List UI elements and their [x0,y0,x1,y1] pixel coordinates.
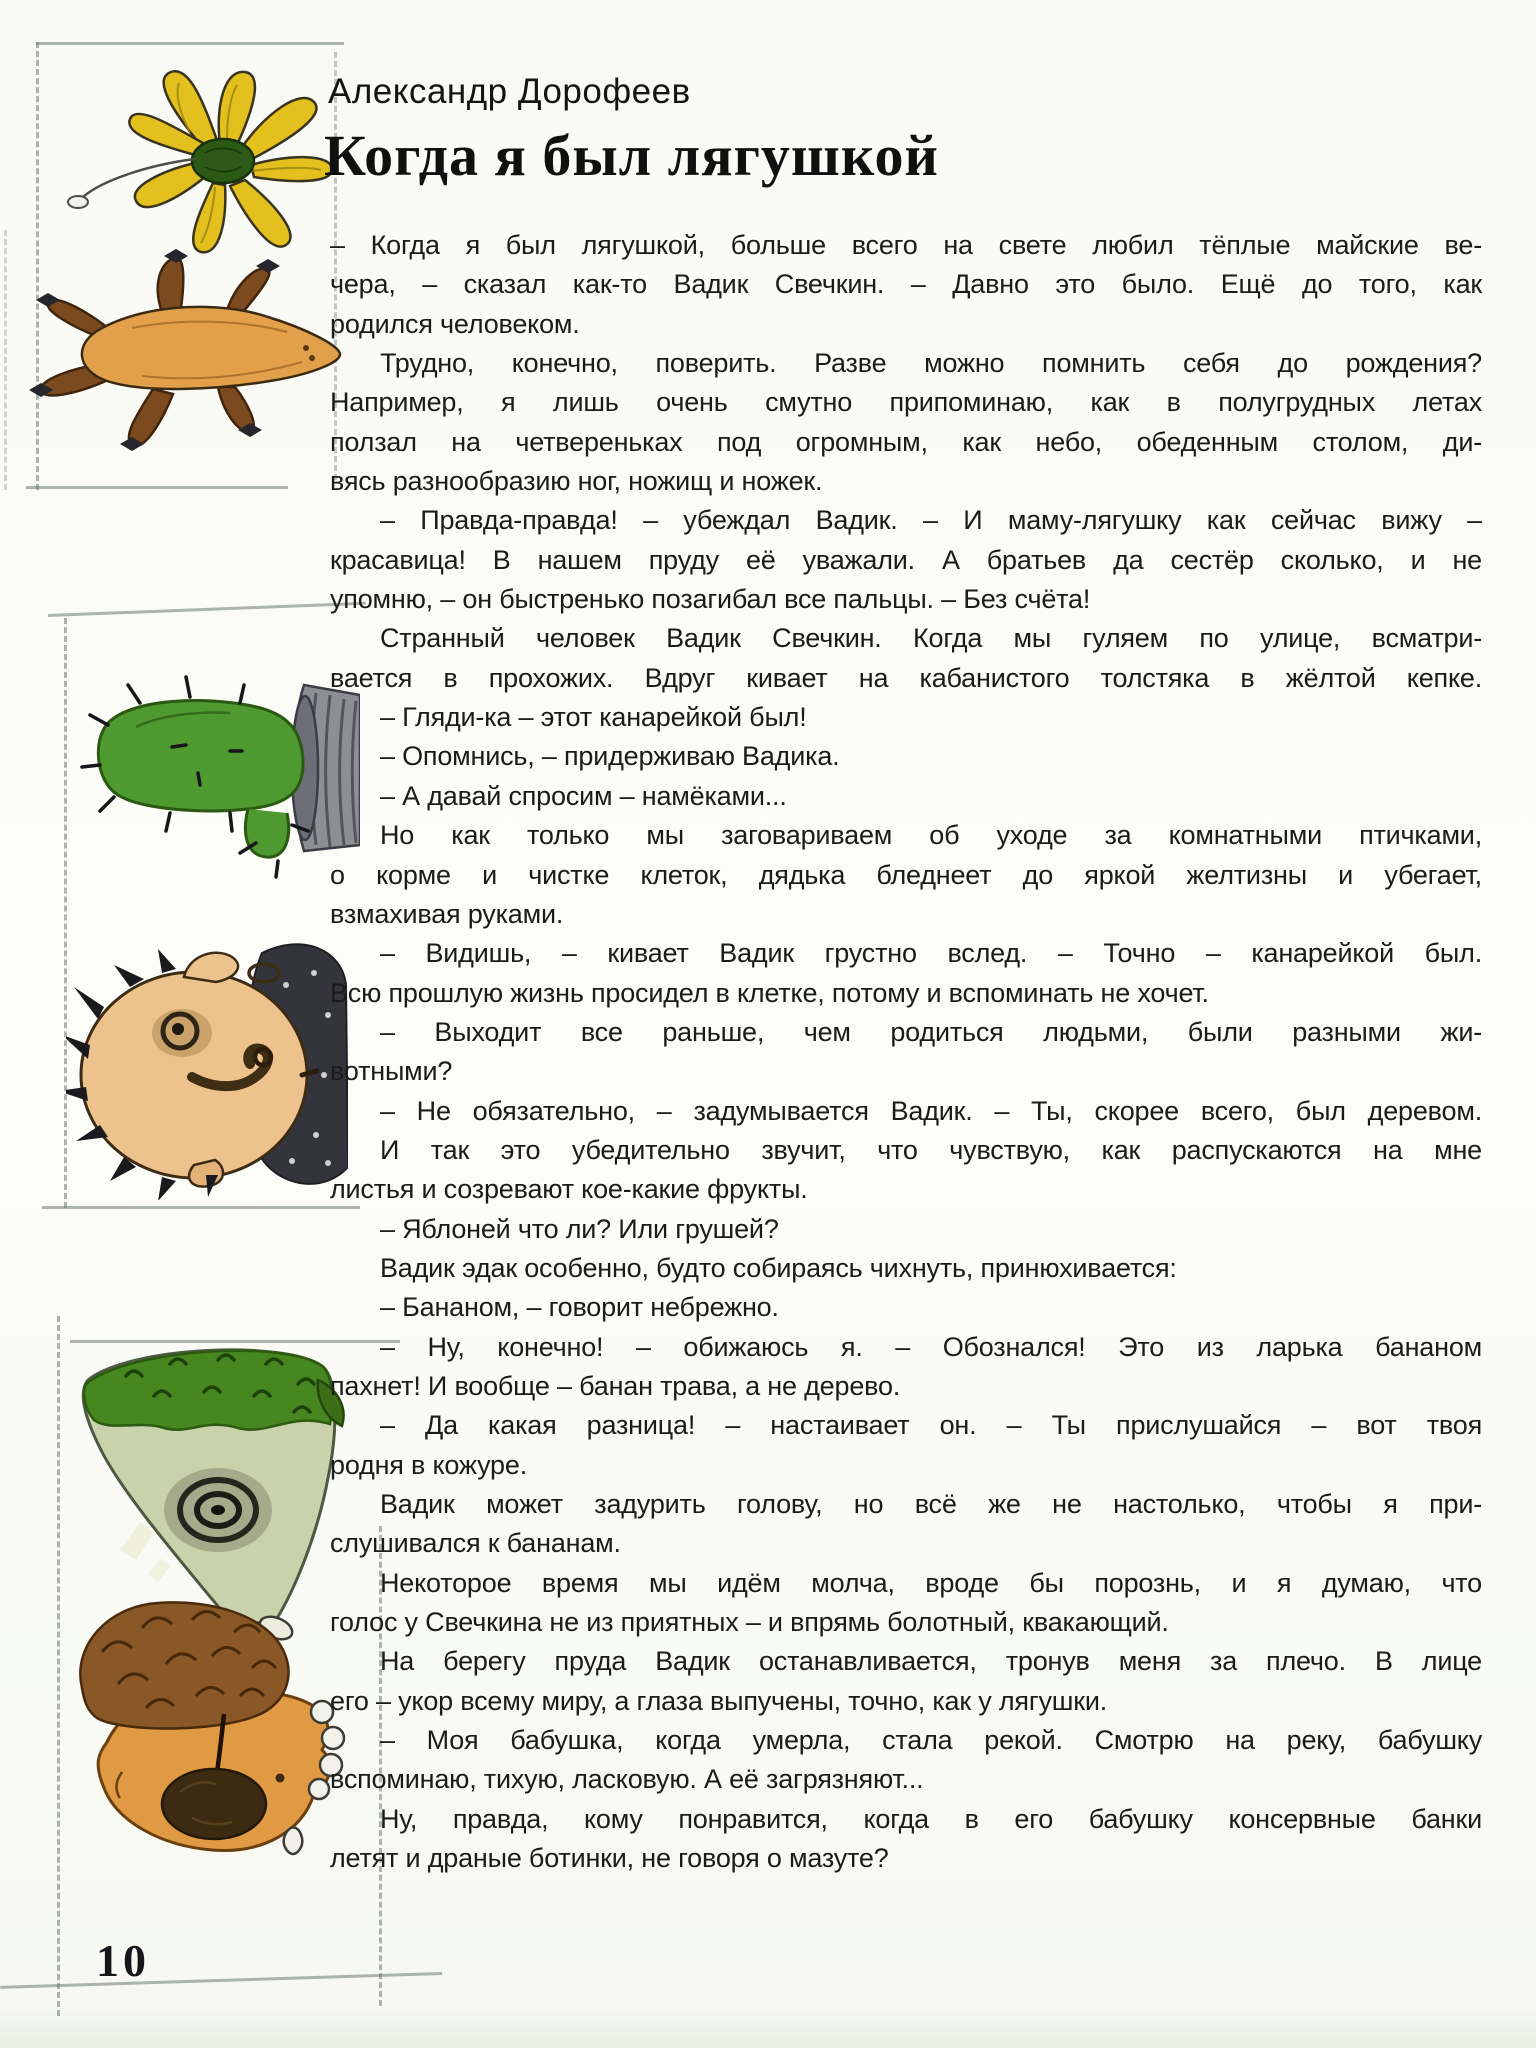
story-line: чера, – сказал как-то Вадик Свечкин. – Давно это было. Ещё до того, как [330,269,1482,300]
story-line: упомню, – он быстренько позагибал все пальцы. – Без счёта! [330,584,1091,615]
story-line: – Выходит все раньше, чем родиться людьми, были разными жи- [380,1016,1482,1047]
story-line: Трудно, конечно, поверить. Разве можно помнить себя до рождения? [380,348,1482,379]
story-line: слушивался к бананам. [330,1528,621,1559]
story-line: – Видишь, – кивает Вадик грустно вслед. – Точно – канарейкой был. [380,938,1482,969]
story-line: – Яблоней что ли? Или грушей? [380,1213,779,1244]
story-line: летят и драные ботинки, не говоря о мазуте? [330,1843,889,1874]
story-line: Вадик может задурить голову, но всё же не настолько, чтобы я при- [380,1489,1482,1519]
story-line: И так это убедительно звучит, что чувствую, как распускаются на мне [380,1134,1482,1165]
illustration-yellow-flower-creature [55,55,345,270]
illustration-furry-creature-with-foot [62,1592,346,1877]
story-line: На берегу пруда Вадик останавливается, тронув меня за плечо. В лице [380,1646,1482,1677]
story-line: листья и созревают кое-какие фрукты. [330,1174,808,1205]
story-line: – Ну, конечно! – обижаюсь я. – Обознался! Это из ларька бананом [380,1331,1482,1362]
story-line: – Опомнись, – придерживаю Вадика. [380,741,840,772]
story-line: – Не обязательно, – задумывается Вадик. – Ты, скорее всего, был деревом. [380,1095,1482,1126]
pencil-frame-line [0,1972,442,1989]
story-line: – Да какая разница! – настаивает он. – Ты прислушайся – вот твоя [380,1410,1482,1441]
story-line: вясь разнообразию ног, ножищ и ножек. [330,466,823,497]
story-line: Но как только мы заговариваем об уходе за комнатными птичками, [380,820,1482,851]
story-line: – Моя бабушка, когда умерла, стала рекой. Смотрю на реку, бабушку [380,1725,1482,1756]
story-line: вается в прохожих. Вдруг кивает на кабанистого толстяка в жёлтой кепке. [330,662,1482,693]
story-title: Когда я был лягушкой [324,123,939,188]
story-line: Всю прошлую жизнь просидел в клетке, потому и вспоминать не хочет. [330,977,1209,1008]
story-line: – А давай спросим – намёками... [380,780,787,811]
story-line: Ну, правда, кому понравится, когда в его бабушку консервные банки [380,1803,1482,1834]
story-line: Например, я лишь очень смутно припоминаю, как в полугрудных летах [330,387,1482,418]
story-line: ползал на четвереньках под огромным, как небо, обеденным столом, ди- [330,426,1482,457]
pencil-frame-line [48,602,366,617]
pencil-frame-line [57,1316,60,2016]
scan-edge-artifact [4,230,7,490]
story-line: Некоторое время мы идём молча, вроде бы порознь, и я думаю, что [380,1567,1482,1598]
page-number: 10 [96,1935,150,1986]
story-line: – Когда я был лягушкой, больше всего на свете любил тёплые майские ве- [330,230,1482,260]
pencil-frame-line [36,42,344,45]
story-line: красавица! В нашем пруду её уважали. А братьев да сестёр сколько, и не [330,544,1482,575]
story-line: – Гляди-ка – этот канарейкой был! [380,702,807,733]
story-line: его – укор всему миру, а глаза выпучены, точно, как у лягушки. [330,1685,1108,1716]
story-text [330,226,1482,1878]
illustration-cactus-in-pot [80,655,360,905]
story-line: пахнет! И вообще – банан трава, а не дерево. [330,1370,901,1401]
story-line: – Бананом, – говорит небрежно. [380,1292,779,1323]
story-line: родился человеком. [330,308,580,339]
pencil-frame-line [26,486,288,489]
story-line: вотными? [330,1056,453,1087]
story-line: Вадик эдак особенно, будто собираясь чихнуть, принюхивается: [380,1252,1177,1283]
pencil-frame-line [42,1206,360,1209]
story-line: о корме и чистке клеток, дядька бледнеет до яркой желтизны и убегает, [330,859,1482,890]
story-line: вспоминаю, тихую, ласковую. А её загрязняют... [330,1764,924,1795]
story-line: Странный человек Вадик Свечкин. Когда мы гуляем по улице, всматри- [380,623,1482,654]
illustration-pigtailed-head [12,248,342,476]
illustration-spiky-head [66,925,348,1200]
story-line: взмахивая руками. [330,898,564,929]
author-name: Александр Дорофеев [328,72,691,111]
story-line: голос у Свечкина не из приятных – и впрямь болотный, квакающий. [330,1607,1169,1638]
story-line: – Правда-правда! – убеждал Вадик. – И маму-лягушку как сейчас вижу – [380,505,1482,536]
story-line: родня в кожуре. [330,1449,527,1480]
